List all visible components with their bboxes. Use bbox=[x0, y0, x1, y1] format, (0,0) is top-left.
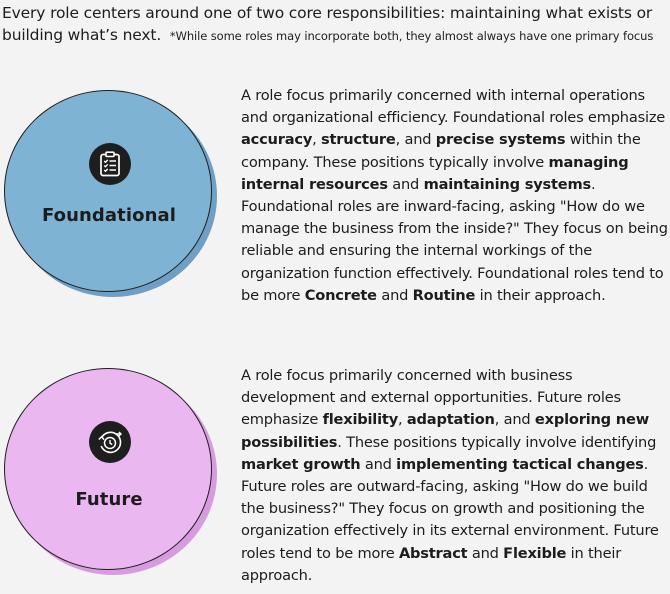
body-text: , bbox=[398, 411, 407, 429]
foundational-title: Foundational bbox=[41, 205, 177, 226]
body-text: and bbox=[360, 455, 397, 473]
clock-forward-icon bbox=[89, 421, 131, 463]
body-text: and bbox=[387, 175, 424, 193]
emphasis-text: maintaining systems bbox=[423, 175, 591, 193]
emphasis-text: Concrete bbox=[304, 286, 377, 304]
foundational-circle-group bbox=[4, 90, 218, 298]
intro-footnote: *While some roles may incorporate both, they almost always have one primary focus bbox=[169, 29, 654, 43]
body-text: A role focus primarily concerned with internal operations and organizational efficiency. Foundational roles emphasize bbox=[241, 87, 666, 127]
future-circle bbox=[4, 368, 212, 570]
body-text: . Future roles are outward-facing, asking "How do we build the business?" They focus on growth and positioning the organization effectively in its external environment. Future roles tend to be more bbox=[241, 455, 659, 562]
intro-text bbox=[2, 2, 666, 47]
emphasis-text: Routine bbox=[412, 286, 476, 304]
emphasis-text: accuracy bbox=[241, 131, 313, 149]
body-text: . Foundational roles are inward-facing, asking "How do we manage the business from the inside?" They focus on being reliable and ensuring the internal workings of the organization function effectively. Foundational roles tend to be more bbox=[241, 175, 668, 304]
body-text: , and bbox=[494, 411, 535, 429]
emphasis-text: flexibility bbox=[322, 411, 399, 429]
body-text: . These positions typically involve identifying bbox=[337, 433, 657, 451]
foundational-description bbox=[241, 85, 669, 307]
emphasis-text: implementing tactical changes bbox=[396, 455, 644, 473]
emphasis-text: exploring new possibilities bbox=[241, 411, 649, 451]
body-text: and bbox=[467, 544, 504, 562]
emphasis-text: Flexible bbox=[503, 544, 567, 562]
body-text: in their approach. bbox=[241, 544, 622, 584]
body-text: A role focus primarily concerned with business development and external opportunities. Future roles emphasize bbox=[241, 367, 621, 429]
emphasis-text: adaptation bbox=[406, 411, 495, 429]
body-text: , and bbox=[395, 131, 436, 149]
future-description bbox=[241, 365, 669, 587]
body-text: and bbox=[376, 286, 413, 304]
future-circle-group bbox=[4, 368, 218, 576]
body-text: , bbox=[312, 131, 322, 149]
emphasis-text: structure bbox=[321, 131, 396, 149]
future-title: Future bbox=[75, 489, 143, 510]
body-text: within the company. These positions typically involve bbox=[241, 131, 641, 171]
foundational-circle bbox=[4, 90, 212, 292]
intro-statement: Every role centers around one of two core responsibilities: maintaining what exists or building what’s next. bbox=[2, 4, 653, 44]
body-text: in their approach. bbox=[475, 286, 606, 304]
emphasis-text: market growth bbox=[241, 455, 361, 473]
emphasis-text: Abstract bbox=[398, 544, 468, 562]
emphasis-text: precise systems bbox=[435, 131, 566, 149]
emphasis-text: managing internal resources bbox=[241, 153, 629, 193]
clipboard-checklist-icon bbox=[89, 143, 131, 185]
